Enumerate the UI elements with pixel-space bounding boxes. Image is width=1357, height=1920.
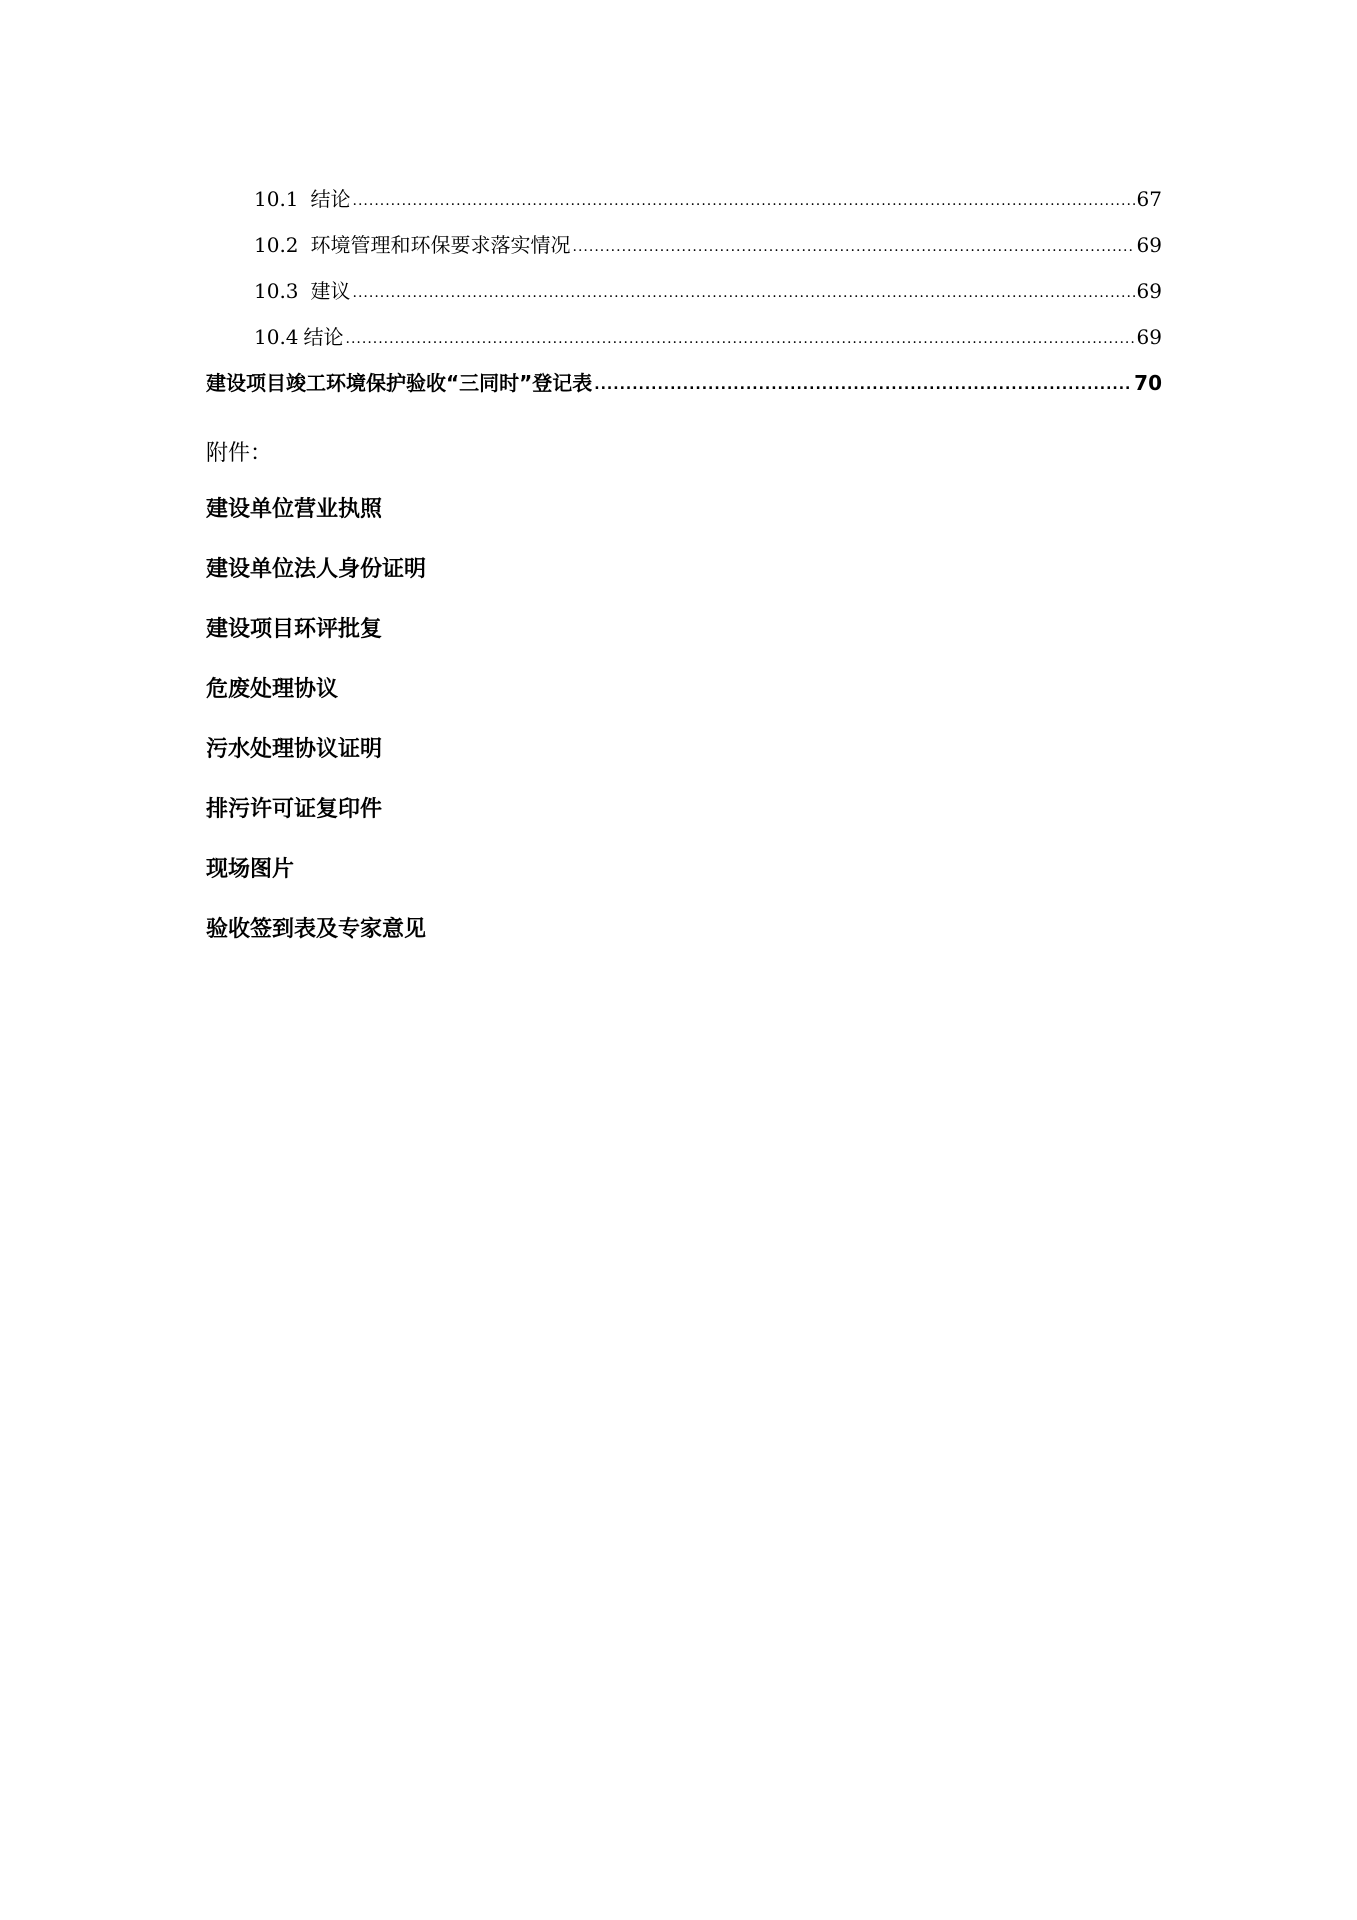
attachments-section: [206, 432, 1106, 968]
toc-dot-leader: [573, 221, 1135, 270]
toc-dot-leader: [353, 267, 1135, 316]
attachment-item: 建设单位营业执照: [206, 497, 383, 522]
toc-entry-title: 结论: [303, 325, 344, 349]
attachment-item: 现场图片: [206, 857, 295, 882]
toc-entry-page: 69: [1136, 279, 1162, 303]
attachment-item: 污水处理协议证明: [206, 737, 383, 762]
toc-entry-10-4[interactable]: [206, 314, 1162, 360]
toc-entry-number: 10.3: [254, 279, 299, 303]
toc-entry-registration-form[interactable]: [206, 360, 1162, 406]
toc-dot-leader: [353, 175, 1135, 224]
toc-entry-page: 69: [1136, 325, 1162, 349]
toc-dot-leader: [346, 313, 1135, 362]
toc-entry-page: 70: [1134, 371, 1162, 395]
toc-entry-title: 建设项目竣工环境保护验收“三同时”登记表: [206, 371, 593, 395]
toc-entry-10-2[interactable]: [206, 222, 1162, 268]
toc-entry-10-3[interactable]: [206, 268, 1162, 314]
toc-entry-page: 69: [1136, 233, 1162, 257]
toc-entry-number: 10.1: [254, 187, 299, 211]
toc-entry-number: 10.4: [254, 325, 299, 349]
table-of-contents: [206, 176, 1162, 406]
toc-entry-number: 10.2: [254, 233, 299, 257]
attachment-item: 建设单位法人身份证明: [206, 557, 427, 582]
attachment-item: 验收签到表及专家意见: [206, 917, 427, 942]
toc-entry-10-1[interactable]: [206, 176, 1162, 222]
toc-dot-leader: [594, 359, 1132, 408]
toc-entry-title: 环境管理和环保要求落实情况: [310, 233, 571, 257]
attachment-item: 排污许可证复印件: [206, 797, 383, 822]
attachment-item: 建设项目环评批复: [206, 617, 383, 642]
attachment-item: 危废处理协议: [206, 677, 339, 702]
toc-entry-title: 建议: [310, 279, 351, 303]
toc-entry-page: 67: [1136, 187, 1162, 211]
attachments-heading: 附件：: [206, 441, 273, 466]
toc-entry-title: 结论: [310, 187, 351, 211]
